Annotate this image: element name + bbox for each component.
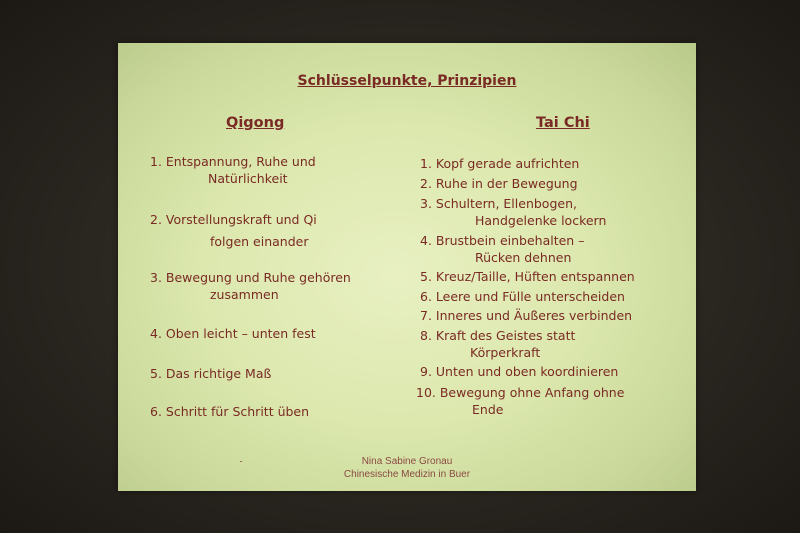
taichi-item-10-line1: 10. Bewegung ohne Anfang ohne <box>416 385 625 400</box>
taichi-item-3 <box>420 195 606 229</box>
slide-title: Schlüsselpunkte, Prinzipien <box>297 73 517 89</box>
qigong-item-2-line2: folgen einander <box>210 234 309 249</box>
footer-practice: Chinesische Medizin in Buer <box>343 469 471 480</box>
taichi-item-3-line1: 3. Schultern, Ellenbogen, <box>420 196 577 211</box>
qigong-item-5-line1: 5. Das richtige Maß <box>150 366 272 381</box>
taichi-heading: Tai Chi <box>536 115 590 131</box>
qigong-item-4-line1: 4. Oben leicht – unten fest <box>150 326 316 341</box>
taichi-item-10-line2: Ende <box>472 402 504 417</box>
footer-author: Nina Sabine Gronau <box>361 456 453 467</box>
qigong-item-3-line1: 3. Bewegung und Ruhe gehören <box>150 270 351 285</box>
taichi-item-8-line2: Körperkraft <box>470 345 541 360</box>
taichi-item-6-line1: 6. Leere und Fülle unterscheiden <box>420 289 625 304</box>
qigong-item-6-line1: 6. Schritt für Schritt üben <box>150 404 310 419</box>
taichi-item-2 <box>420 175 578 192</box>
taichi-item-5-line1: 5. Kreuz/Taille, Hüften entspannen <box>420 269 635 284</box>
qigong-item-6 <box>150 403 309 420</box>
taichi-item-6 <box>420 288 625 305</box>
taichi-item-4-line1: 4. Brustbein einbehalten – <box>420 233 585 248</box>
qigong-item-2 <box>150 209 317 253</box>
qigong-item-2-line1: 2. Vorstellungskraft und Qi <box>150 212 317 227</box>
taichi-item-7-line1: 7. Inneres und Äußeres verbinden <box>420 308 633 323</box>
taichi-item-8 <box>420 327 575 361</box>
projected-slide <box>118 43 696 491</box>
qigong-item-4 <box>150 325 316 342</box>
qigong-item-3-line2: zusammen <box>210 287 279 302</box>
qigong-item-1-line2: Natürlichkeit <box>208 171 288 186</box>
slide-footer <box>118 455 696 481</box>
taichi-item-8-line1: 8. Kraft des Geistes statt <box>420 328 576 343</box>
taichi-item-7 <box>420 307 632 324</box>
taichi-item-1 <box>420 155 579 172</box>
taichi-item-9 <box>420 363 618 380</box>
qigong-item-1 <box>150 153 316 187</box>
taichi-item-3-line2: Handgelenke lockern <box>475 213 607 228</box>
qigong-item-1-line1: 1. Entspannung, Ruhe und <box>150 154 316 169</box>
taichi-item-4-line2: Rücken dehnen <box>475 250 572 265</box>
taichi-item-4 <box>420 232 584 266</box>
qigong-heading: Qigong <box>226 115 285 131</box>
taichi-item-1-line1: 1. Kopf gerade aufrichten <box>420 156 580 171</box>
taichi-item-2-line1: 2. Ruhe in der Bewegung <box>420 176 578 191</box>
taichi-item-10 <box>416 384 624 418</box>
qigong-item-3 <box>150 269 351 303</box>
taichi-item-5 <box>420 268 635 285</box>
taichi-item-9-line1: 9. Unten und oben koordinieren <box>420 364 619 379</box>
qigong-item-5 <box>150 365 271 382</box>
